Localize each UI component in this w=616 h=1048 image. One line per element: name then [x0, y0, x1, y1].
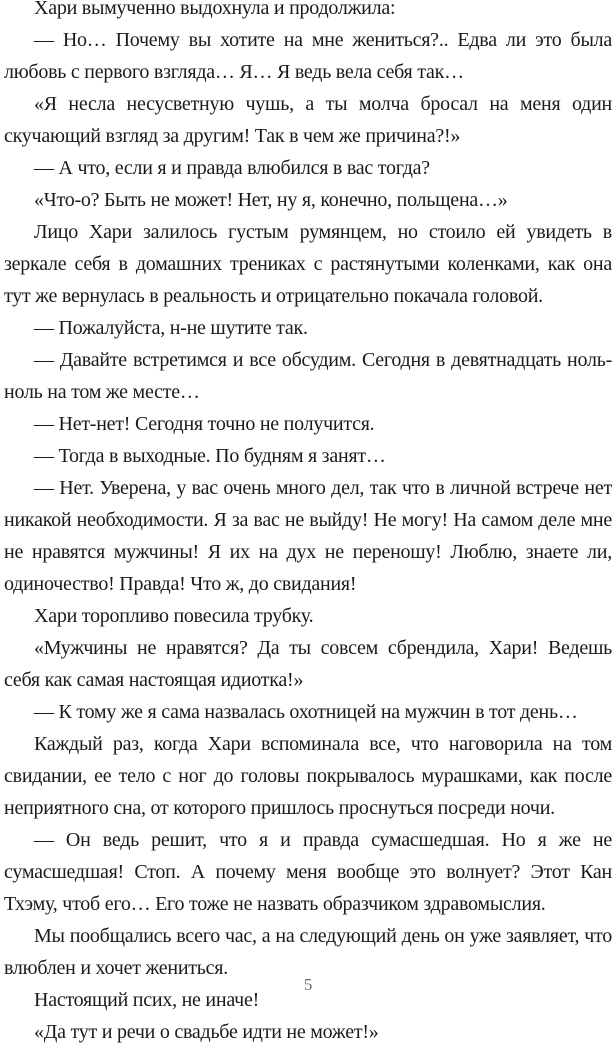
- paragraph: — Нет-нет! Сегодня точно не получится.: [34, 413, 375, 435]
- paragraph: — Но… Почему вы хотите на мне жениться?.. Едва ли это была любовь с первого взгляда… Я… Я ведь вела себя так…: [4, 29, 612, 83]
- paragraph: — Нет. Уверена, у вас очень много дел, так что в личной встрече нет никакой необходимости. Я за вас не выйду! Не могу! На самом деле мне не нравятся мужчины! Я их на дух не переношу! Люблю, знаете ли, одиночество! Правда! Что ж, до свидания!: [4, 477, 612, 595]
- paragraph: — А что, если я и правда влюбился в вас тогда?: [34, 157, 430, 179]
- paragraph: Мы пообщались всего час, а на следующий день он уже заявляет, что влюблен и хочет жениться.: [4, 925, 612, 979]
- paragraph: Каждый раз, когда Хари вспоминала все, что наговорила на том свидании, ее тело с ног до головы покрывалось мурашками, как после неприятного сна, от которого пришлось проснуться посреди ночи.: [4, 733, 612, 819]
- paragraph: Лицо Хари залилось густым румянцем, но стоило ей увидеть в зеркале себя в домашних трениках с растянутыми коленками, как она тут же вернулась в реальность и отрицательно покачала головой.: [4, 221, 612, 307]
- paragraph: Настоящий псих, не иначе!: [34, 989, 259, 1011]
- paragraph: «Что-о? Быть не может! Нет, ну я, конечно, польщена…»: [34, 189, 508, 211]
- paragraph: «Я несла несусветную чушь, а ты молча бросал на меня один скучающий взгляд за другим! Так в чем же причина?!»: [4, 93, 612, 147]
- paragraph: — Пожалуйста, н-не шутите так.: [34, 317, 308, 339]
- paragraph: — Давайте встретимся и все обсудим. Сегодня в девятнадцать ноль-ноль на том же месте…: [4, 349, 612, 403]
- paragraph: — Он ведь решит, что я и правда сумасшедшая. Но я же не сумасшедшая! Стоп. А почему меня вообще это волнует? Этот Кан Тхэму, чтоб его… Его тоже не назвать образчиком здравомыслия.: [4, 829, 612, 915]
- paragraph: Хари вымученно выдохнула и продолжила:: [34, 0, 396, 19]
- page-number: 5: [303, 975, 313, 994]
- paragraph: «Да тут и речи о свадьбе идти не может!»: [34, 1021, 379, 1043]
- paragraph: «Мужчины не нравятся? Да ты совсем сбрендила, Хари! Ведешь себя как самая настоящая идиотка!»: [4, 637, 612, 691]
- paragraph: — Тогда в выходные. По будням я занят…: [34, 445, 386, 467]
- paragraph: — К тому же я сама назвалась охотницей на мужчин в тот день…: [34, 701, 578, 723]
- paragraph: Хари торопливо повесила трубку.: [34, 605, 314, 627]
- body-text: [4, 0, 612, 1048]
